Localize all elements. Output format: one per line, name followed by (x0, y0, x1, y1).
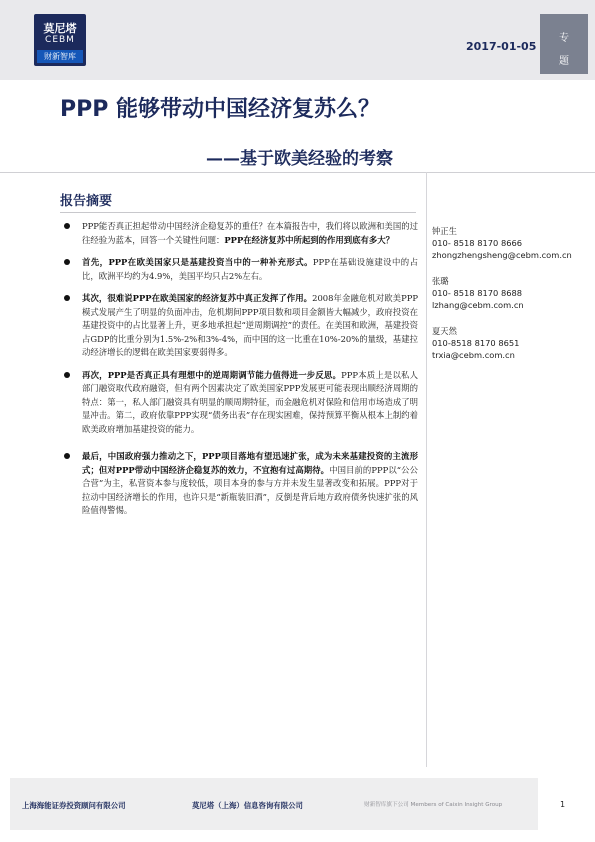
summary-item (60, 256, 418, 283)
summary-item-text: 再次，PPP是否真正具有理想中的逆周期调节能力值得进一步反思。PPP本质上是以私人部门融资取代政府融资，但有两个因素决定了欧美国家PPP发展更可能表现出顺经济周期的特点：第一，私人部门融资具有明显的顺周期特征，而金融危机对保险和信用市场造成了明显冲击。第二，政府依靠PPP实现“债务出表”存在现实困难，保持预算平衡从根本上制约着欧美政府增加基建投资的能力。 (82, 369, 418, 434)
author-name: 钟正生 (432, 226, 457, 236)
summary-item (60, 292, 418, 360)
author-card (432, 225, 587, 261)
author-list (432, 225, 587, 375)
summary-item-text: 其次，很难说PPP在欧美国家的经济复苏中真正发挥了作用。2008年金融危机对欧美PPP模式发展产生了明显的负面冲击，危机期间PPP项目数和项目金额皆大幅减少，政府投资在基建投资中的占比显著上升，更多地承担起“逆周期调控”的责任。在美国和欧洲，基建投资占GDP的比重分别为1.5%-2%和3%-4%，而中国的这一比重在10%-20%的量级，基建拉动经济增长的逻辑在欧美国家要弱得多。 (82, 293, 418, 357)
author-email[interactable]: zhongzhengsheng@cebm.com.cn (432, 250, 572, 260)
company-logo (34, 14, 86, 66)
author-name: 张璐 (432, 276, 449, 286)
page-number: 1 (560, 800, 566, 809)
footer-group-note: 财新智库旗下公司 Members of Caixin Insight Group (364, 802, 503, 808)
bullet-icon (64, 372, 70, 378)
report-type-tab (540, 14, 588, 74)
summary-heading-rule (60, 212, 416, 213)
bullet-icon (64, 295, 70, 301)
logo-english-name: CEBM (45, 35, 75, 45)
logo-chinese-name: 莫尼塔 (43, 22, 77, 35)
summary-item-text: PPP能否真正担起带动中国经济企稳复苏的重任？在本篇报告中，我们将以欧洲和美国的过往经验为蓝本，回答一个关键性问题：PPP在经济复苏中所起到的作用到底有多大？ (82, 221, 418, 245)
summary-item (60, 220, 418, 247)
summary-item (60, 450, 418, 518)
logo-sub-brand: 财新智库 (37, 50, 83, 63)
report-date: 2017-01-05 (466, 40, 537, 53)
summary-heading: 报告摘要 (60, 194, 113, 209)
report-type-char-1: 专 (559, 33, 569, 44)
author-phone: 010- 8518 8170 8688 (432, 288, 523, 298)
author-email[interactable]: lzhang@cebm.com.cn (432, 300, 524, 310)
author-phone: 010- 8518 8170 8666 (432, 238, 523, 248)
bullet-icon (64, 223, 70, 229)
summary-item-text: 首先，PPP在欧美国家只是基建投资当中的一种补充形式。PPP在基础设施建设中的占比，欧洲平均约为4.9%，美国平均只占2%左右。 (82, 257, 418, 281)
author-card (432, 275, 587, 311)
author-card (432, 325, 587, 361)
summary-item-text: 最后，中国政府强力推动之下，PPP项目落地有望迅速扩张，成为未来基建投资的主流形式；但对PPP带动中国经济企稳复苏的效力，不宜抱有过高期待。中国目前的PPP以“公公合营”为主，私营资本参与度较低，项目本身的参与方并未发生显著改变和拓展。PPP对于拉动中国经济增长的作用，也许只是“新瓶装旧酒”，反倒是背后地方政府债务快速扩张的风险值得警惕。 (82, 451, 418, 515)
summary-item (60, 369, 418, 437)
summary-list (60, 220, 418, 527)
report-type-char-2: 题 (559, 56, 569, 67)
report-subtitle: ——基于欧美经验的考察 (206, 149, 393, 169)
author-email[interactable]: trxia@cebm.com.cn (432, 350, 515, 360)
report-title: PPP 能够带动中国经济复苏么？ (60, 97, 381, 122)
author-phone: 010-8518 8170 8651 (432, 338, 520, 348)
footer-company-1: 上海海能证券投资顾问有限公司 (22, 801, 126, 810)
author-name: 夏天然 (432, 326, 457, 336)
column-divider (426, 172, 427, 767)
bullet-icon (64, 259, 70, 265)
bullet-icon (64, 453, 70, 459)
footer-company-2: 莫尼塔（上海）信息咨询有限公司 (192, 801, 303, 810)
